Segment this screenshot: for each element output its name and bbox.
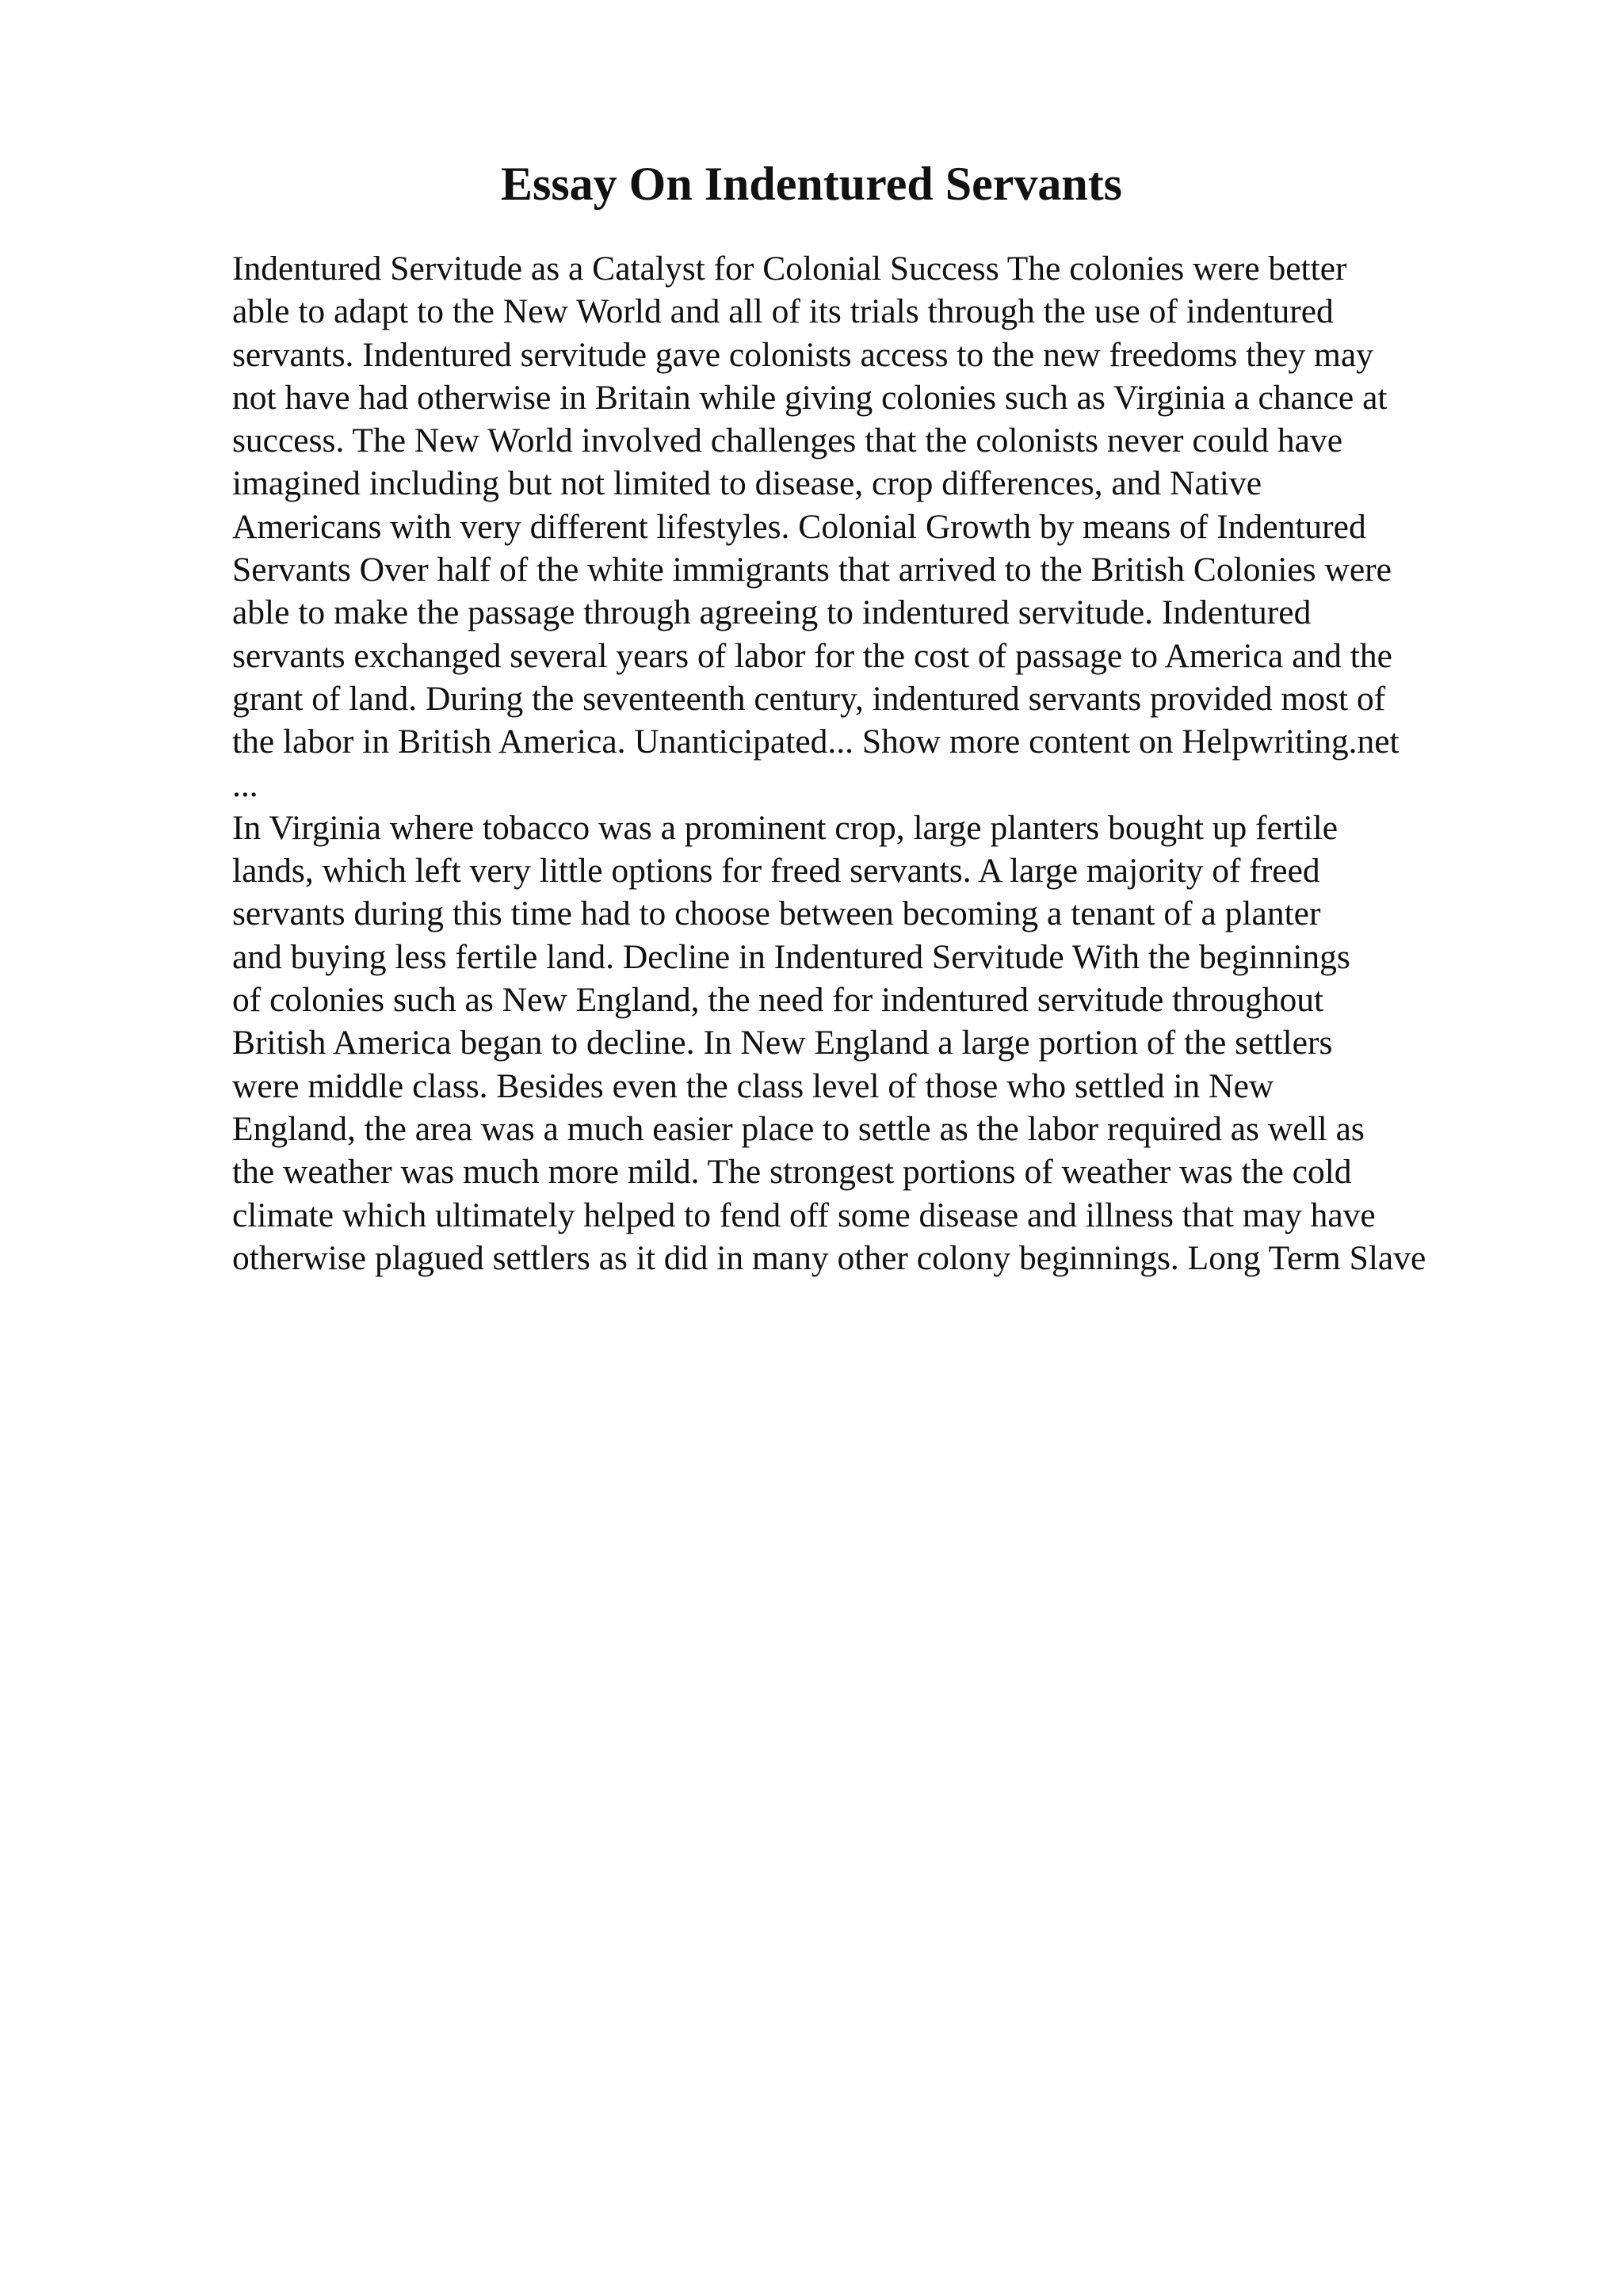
text-line: Servants Over half of the white immigrants that arrived to the British Colonies were [232, 551, 1392, 589]
text-line: imagined including but not limited to disease, crop differences, and Native [232, 464, 1262, 503]
text-line: the labor in British America. Unanticipated... Show more content on Helpwriting.net [232, 723, 1400, 761]
text-line: grant of land. During the seventeenth century, indentured servants provided most of [232, 679, 1386, 718]
text-line: climate which ultimately helped to fend off some disease and illness that may have [232, 1196, 1376, 1234]
text-line: were middle class. Besides even the class level of those who settled in New [232, 1066, 1274, 1105]
text-line: servants exchanged several years of labor for the cost of passage to America and the [232, 636, 1392, 675]
page-title: Essay On Indentured Servants [500, 158, 1123, 210]
text-line: and buying less fertile land. Decline in Indentured Servitude With the beginnings [232, 937, 1350, 976]
text-line: ... [232, 765, 258, 804]
text-line: Americans with very different lifestyles. Colonial Growth by means of Indentured [232, 507, 1366, 546]
text-line: lands, which left very little options for freed servants. A large majority of freed [232, 852, 1320, 891]
text-line: Indentured Servitude as a Catalyst for Colonial Success The colonies were better [232, 250, 1347, 288]
text-line: not have had otherwise in Britain while giving colonies such as Virginia a chance at [232, 378, 1388, 417]
text-line: able to adapt to the New World and all of its trials through the use of indentured [232, 292, 1334, 331]
text-line: In Virginia where tobacco was a prominent crop, large planters bought up fertile [232, 808, 1338, 847]
text-line: servants during this time had to choose between becoming a tenant of a planter [232, 894, 1321, 933]
text-line: the weather was much more mild. The strongest portions of weather was the cold [232, 1153, 1352, 1192]
text-line: servants. Indentured servitude gave colonists access to the new freedoms they may [232, 335, 1373, 374]
text-line: success. The New World involved challenges that the colonists never could have [232, 421, 1343, 460]
text-line: England, the area was a much easier place to settle as the labor required as well as [232, 1109, 1365, 1148]
text-line: otherwise plagued settlers as it did in many other colony beginnings. Long Term Slave [232, 1238, 1426, 1277]
essay-body [232, 247, 1579, 1280]
text-line: able to make the passage through agreeing to indentured servitude. Indentured [232, 593, 1312, 632]
text-line: of colonies such as New England, the need for indentured servitude throughout [232, 981, 1324, 1020]
text-line: British America began to decline. In New England a large portion of the settlers [232, 1024, 1333, 1062]
